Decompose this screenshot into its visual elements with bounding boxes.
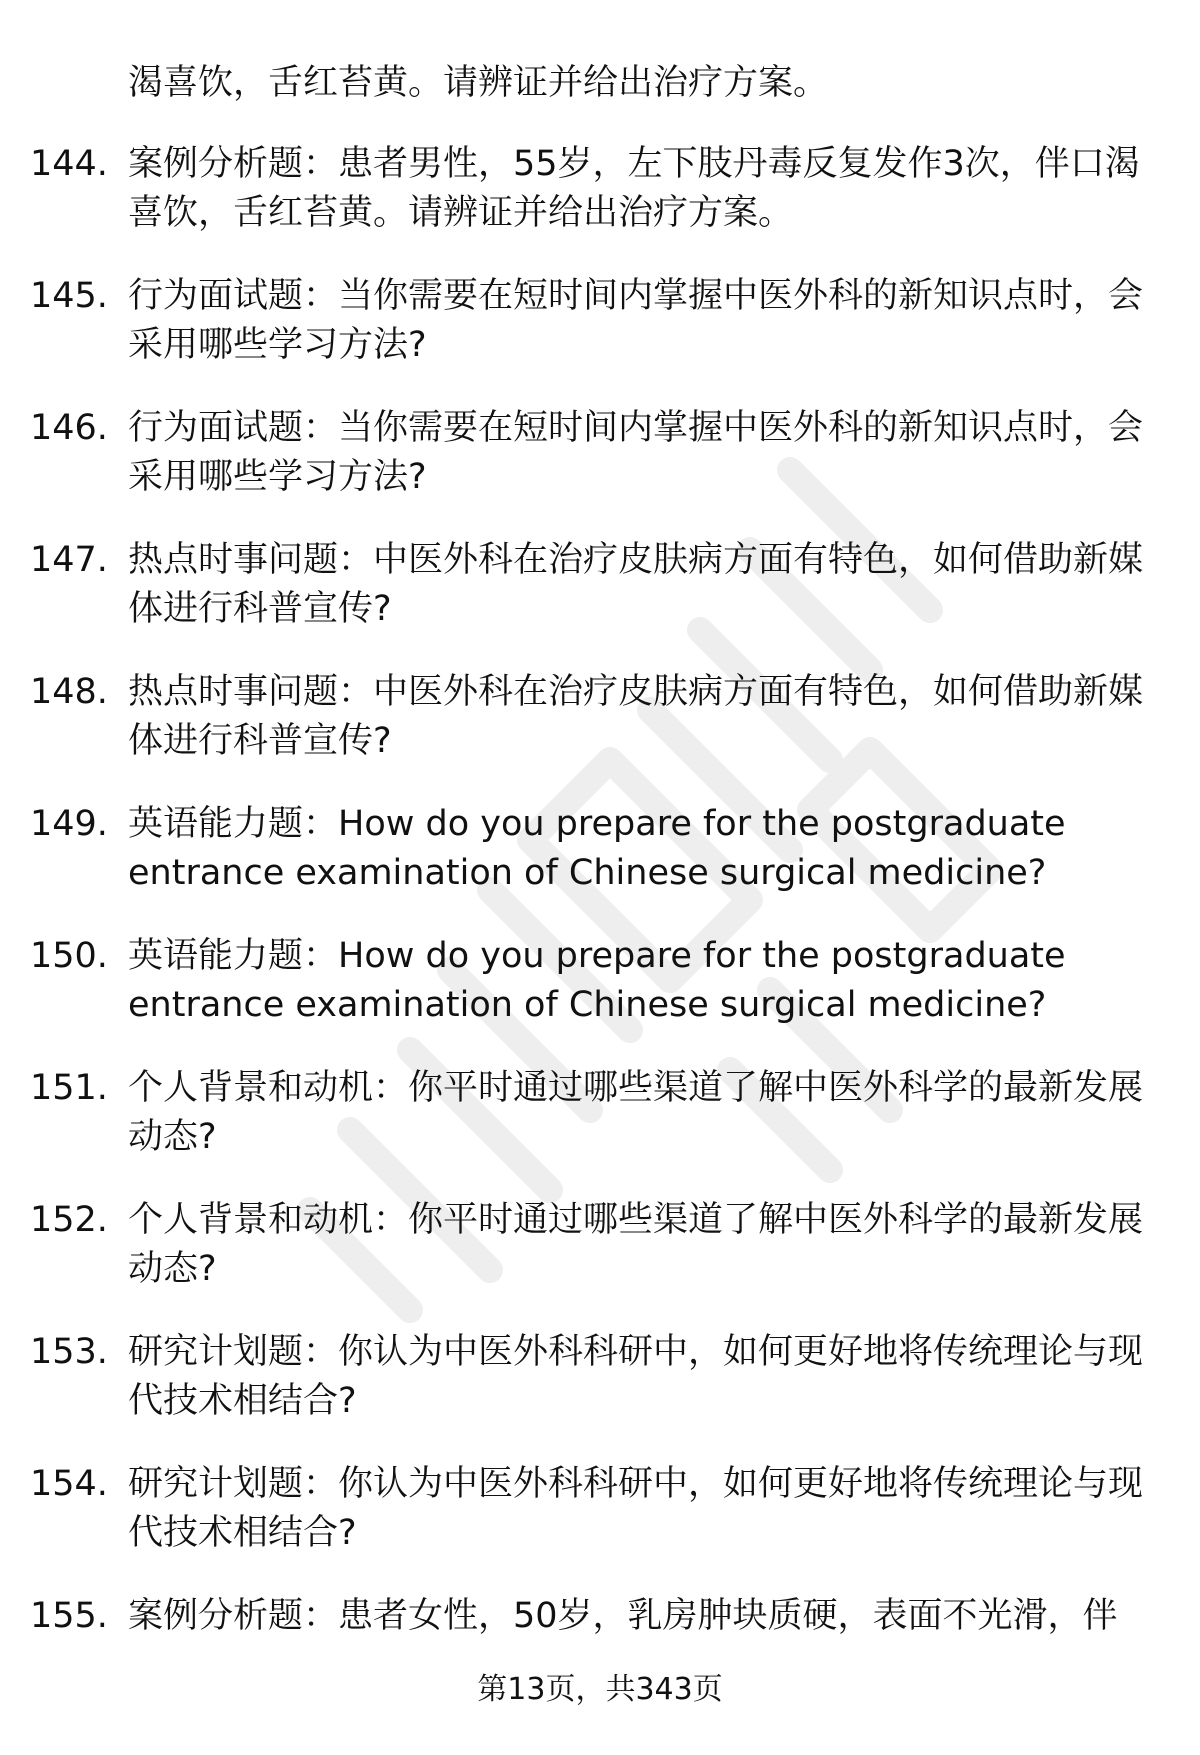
- question-item: [0, 1460, 1200, 1592]
- question-number: 154.: [30, 1464, 108, 1504]
- question-item: [0, 932, 1200, 1064]
- question-item: [0, 800, 1200, 932]
- question-text: 热点时事问题：中医外科在治疗皮肤病方面有特色，如何借助新媒体进行科普宣传?: [128, 672, 1144, 761]
- question-number: 151.: [30, 1068, 108, 1108]
- question-number: 152.: [30, 1200, 108, 1240]
- question-number: 153.: [30, 1332, 108, 1372]
- question-number: 144.: [30, 144, 108, 184]
- question-number: 147.: [30, 540, 108, 580]
- question-item: [0, 668, 1200, 800]
- question-text: 英语能力题：How do you prepare for the postgraduate entrance examination of Chinese surgical medicine?: [128, 936, 1066, 1025]
- question-item: [0, 1328, 1200, 1460]
- question-list: [0, 140, 1200, 1724]
- question-text: 案例分析题：患者女性，50岁，乳房肿块质硬，表面不光滑，伴: [128, 1596, 1118, 1636]
- question-item: [0, 536, 1200, 668]
- question-text: 研究计划题：你认为中医外科科研中，如何更好地将传统理论与现代技术相结合?: [128, 1332, 1144, 1421]
- question-item: [0, 140, 1200, 272]
- continuation-text: 渴喜饮，舌红苔黄。请辨证并给出治疗方案。: [128, 63, 829, 103]
- question-item: [0, 1196, 1200, 1328]
- question-number: 149.: [30, 804, 108, 844]
- question-text: 行为面试题：当你需要在短时间内掌握中医外科的新知识点时，会采用哪些学习方法?: [128, 276, 1144, 365]
- question-text: 研究计划题：你认为中医外科科研中，如何更好地将传统理论与现代技术相结合?: [128, 1464, 1144, 1553]
- question-number: 150.: [30, 936, 108, 976]
- question-item: [0, 1064, 1200, 1196]
- question-number: 145.: [30, 276, 108, 316]
- question-text: 热点时事问题：中医外科在治疗皮肤病方面有特色，如何借助新媒体进行科普宣传?: [128, 540, 1144, 629]
- question-number: 146.: [30, 408, 108, 448]
- question-number: 155.: [30, 1596, 108, 1636]
- question-text: 个人背景和动机：你平时通过哪些渠道了解中医外科学的最新发展动态?: [128, 1200, 1144, 1289]
- question-text: 英语能力题：How do you prepare for the postgraduate entrance examination of Chinese surgical medicine?: [128, 804, 1066, 893]
- question-item: [0, 404, 1200, 536]
- question-number: 148.: [30, 672, 108, 712]
- question-text: 个人背景和动机：你平时通过哪些渠道了解中医外科学的最新发展动态?: [128, 1068, 1144, 1157]
- page-footer: 第13页，共343页: [477, 1672, 723, 1707]
- question-text: 行为面试题：当你需要在短时间内掌握中医外科的新知识点时，会采用哪些学习方法?: [128, 408, 1144, 497]
- question-item: [0, 272, 1200, 404]
- question-text: 案例分析题：患者男性，55岁，左下肢丹毒反复发作3次，伴口渴喜饮，舌红苔黄。请辨证并给出治疗方案。: [128, 144, 1140, 233]
